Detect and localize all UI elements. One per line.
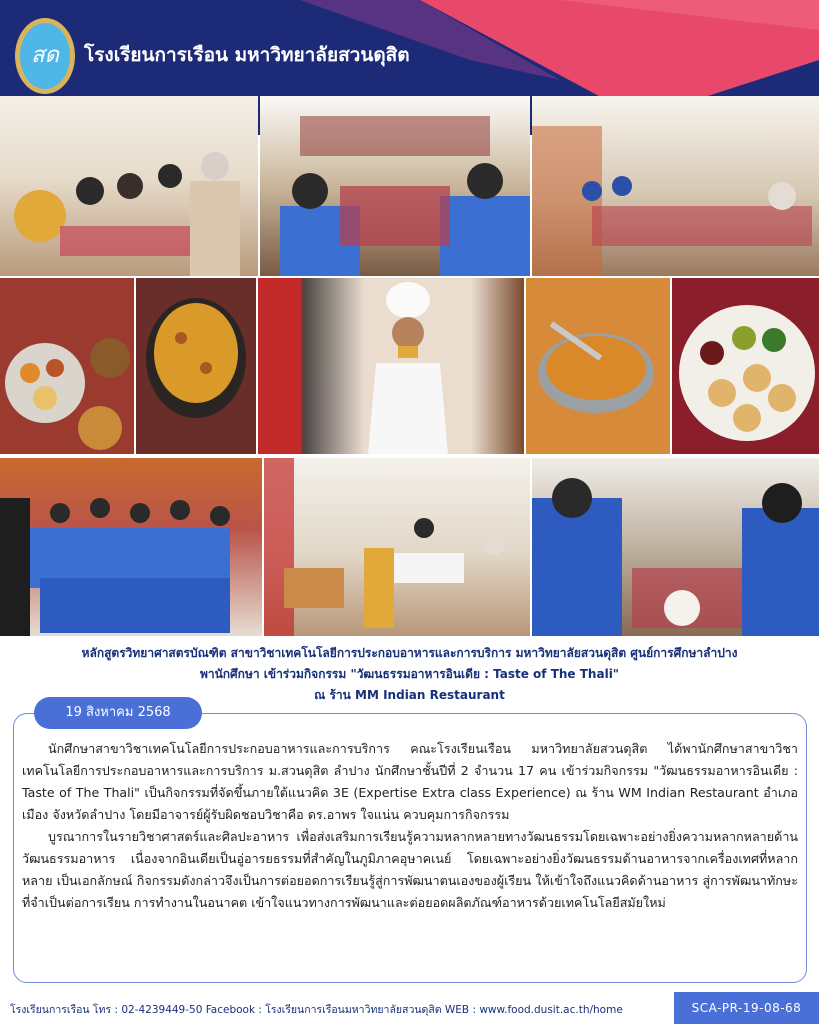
restaurant-hall-photo xyxy=(532,96,819,276)
article-body xyxy=(22,738,798,914)
school-name: โรงเรียนการเรือน มหาวิทยาลัยสวนดุสิต xyxy=(84,44,410,66)
students-eating-photo xyxy=(532,458,819,636)
photo-collage xyxy=(0,96,819,636)
svg-text:สด: สด xyxy=(31,43,59,68)
caption-line-3: ณ ร้าน MM Indian Restaurant xyxy=(314,688,505,702)
date-badge: 19 สิงหาคม 2568 xyxy=(34,697,202,729)
university-logo xyxy=(14,16,76,96)
group-portrait-photo xyxy=(0,458,262,636)
students-table-photo xyxy=(260,96,530,276)
thali-plates-photo xyxy=(0,278,134,454)
footer-contact: โรงเรียนการเรือน โทร : 02-4239449-50 Facebook : โรงเรียนการเรือนมหาวิทยาลัยสวนดุสิต WEB : www.food.dusit.ac.th/home xyxy=(10,1004,623,1016)
chef-photo xyxy=(258,278,524,454)
caption-line-2: พานักศึกษา เข้าร่วมกิจกรรม "วัฒนธรรมอาหารอินเดีย : Taste of The Thali" xyxy=(199,667,620,681)
article-paragraph-2: บูรณาการในรายวิชาศาสตร์และศิลปะอาหาร เพื่อส่งเสริมการเรียนรู้ความหลากหลายทางวัฒนธรรมโดยเฉพาะอย่างยิ่งความหลากหลายด้านวัฒนธรรมอาหาร เนื่องจากอินเดียเป็นอู่อารยธรรมที่สำคัญในภูมิภาคอุษาคเนย์ โดยเฉพาะอย่างยิ่งวัฒนธรรมด้านอาหารจากเครื่องเทศที่หลากหลาย เป็นเอกลักษณ์ กิจกรรมดังกล่าวจึงเป็นการต่อยอดการเรียนรู้สู่การพัฒนาตนเองของผู้เรียน ให้เข้าใจถึงแนวคิดด้านอาหาร สู่การพัฒนาทักษะที่จำเป็นต่อการเรียน การทำงานในอนาคต เข้าใจแนวทางการพัฒนาและต่อยอดผลิตภัณฑ์อาหารด้วยเทคโนโลยีสมัยใหม่ xyxy=(22,829,798,910)
article-paragraph-1: นักศึกษาสาขาวิชาเทคโนโลยีการประกอบอาหารและการบริการ คณะโรงเรียนเรือน มหาวิทยาลัยสวนดุสิต ได้พานักศึกษาสาขาวิชาเทคโนโลยีการประกอบอาหารและการบริการ ม.สวนดุสิต ลำปาง นักศึกษาชั้นปีที่ 2 จำนวน 17 คน เข้าร่วมกิจกรรม "วัฒนธรรมอาหารอินเดีย : Taste of The Thali" เป็นกิจกรรมที่จัดขึ้นภายใต้แนวคิด 3E (Expertise Extra class Experience) ณ ร้าน WM Indian Restaurant อำเภอเมือง จังหวัดลำปาง โดยมีอาจารย์ผู้รับผิดชอบวิชาคือ ดร.อาพร ใจแน่น ควบคุมการกิจกรรม xyxy=(22,741,798,822)
group-dining-photo-1 xyxy=(0,96,258,276)
dining-room-photo xyxy=(264,458,530,636)
biryani-photo xyxy=(136,278,256,454)
caption-line-1: หลักสูตรวิทยาศาสตรบัณฑิต สาขาวิชาเทคโนโลยีการประกอบอาหารและการบริการ มหาวิทยาลัยสวนดุสิต ศูนย์การศึกษาลำปาง xyxy=(81,646,738,660)
document-code: SCA-PR-19-08-68 xyxy=(674,992,819,1024)
snack-platter-photo xyxy=(672,278,819,454)
curry-bowl-photo xyxy=(526,278,670,454)
